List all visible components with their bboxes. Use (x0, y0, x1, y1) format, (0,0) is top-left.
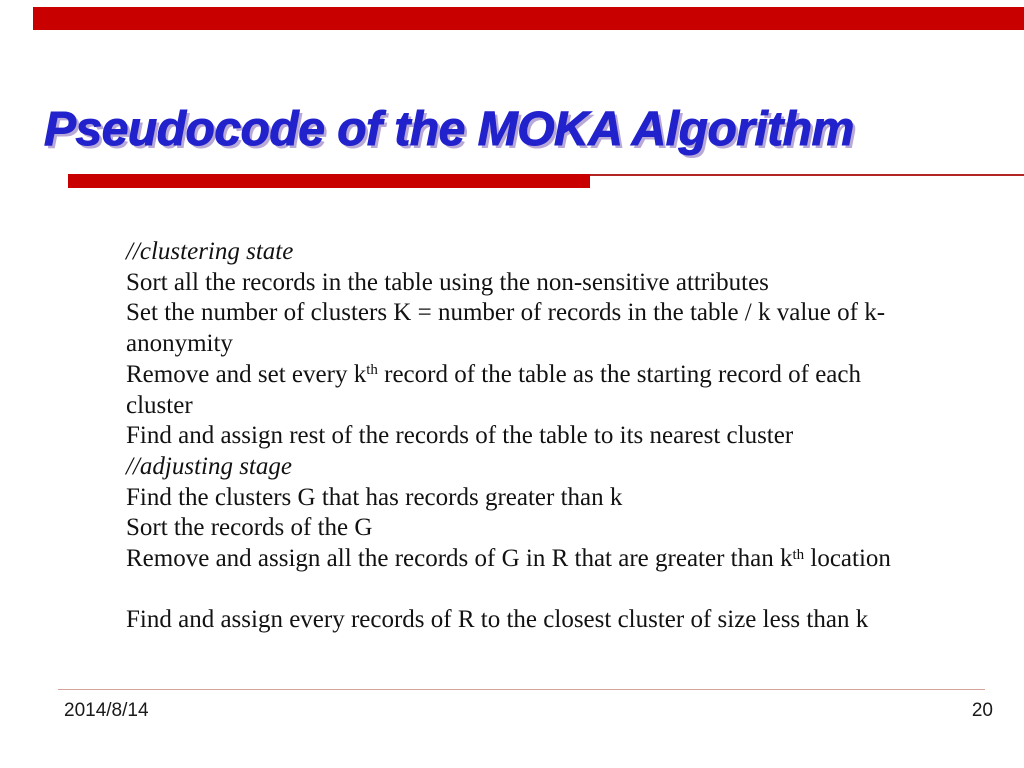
pseudocode-line: Set the number of clusters K = number of records in the table / k value of k- (126, 299, 886, 327)
footer-date: 2014/8/14 (64, 700, 149, 721)
pseudocode-line: //clustering state (126, 238, 294, 265)
pseudocode-line: Find and assign every records of R to the closest cluster of size less than k (126, 606, 869, 634)
pseudocode-line: Find and assign rest of the records of the table to its nearest cluster (126, 422, 794, 450)
pseudocode-line: Sort the records of the G (126, 514, 373, 542)
pseudocode-line: Remove and set every $k^{th}$ record of the table as the starting record of each (126, 360, 861, 388)
title-underline-bar (68, 174, 590, 188)
pseudocode-line: Remove and assign all the records of G in R that are greater than $k^{th}$ location (126, 545, 891, 573)
pseudocode-line: Find the clusters G that has records greater than k (126, 483, 623, 511)
top-red-bar (33, 7, 1024, 30)
pseudocode-line (126, 575, 966, 606)
pseudocode-line: cluster (126, 391, 193, 419)
pseudocode-block (126, 237, 966, 636)
footer-divider-line (58, 689, 985, 690)
pseudocode-line: //adjusting stage (126, 452, 292, 480)
footer-page-number: 20 (971, 700, 993, 721)
pseudocode-line: anonymity (126, 330, 233, 358)
slide-title: Pseudocode of the MOKA Algorithm (44, 103, 854, 156)
pseudocode-line: Sort all the records in the table using the non-sensitive attributes (126, 268, 769, 296)
